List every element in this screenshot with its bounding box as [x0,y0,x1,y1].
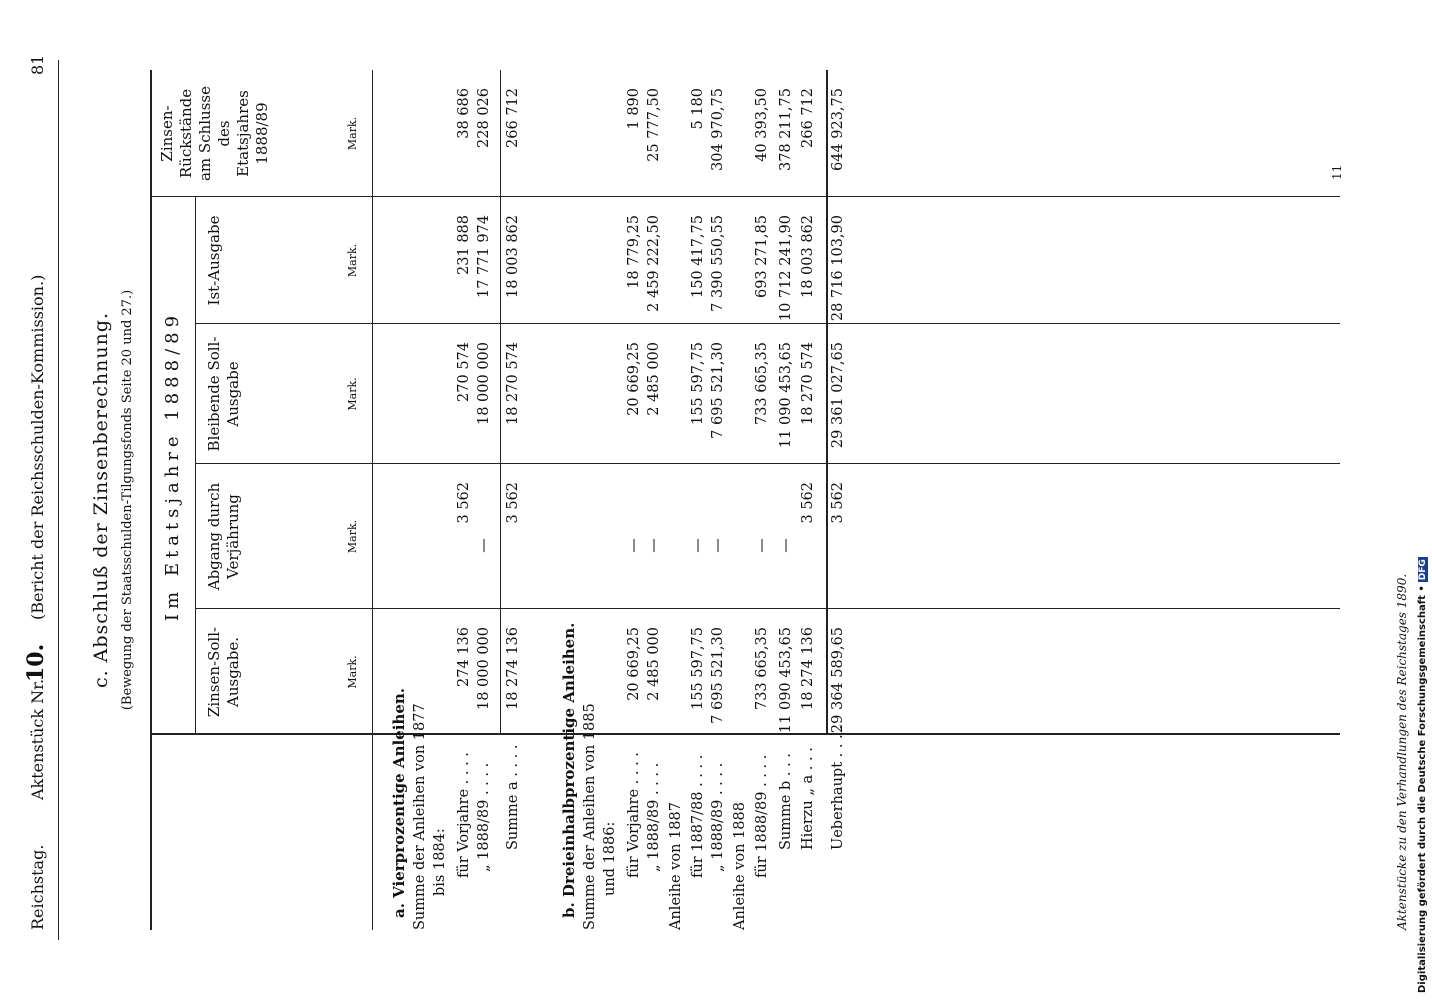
table-cell: 2 459 222,50 [646,215,662,312]
group-header: Im Etatsjahre 1888/89 [162,310,183,622]
row-label: für Vorjahre . . . . [456,752,472,878]
table-cell: 18 003 862 [800,215,816,299]
table-cell: 2 485 000 [646,342,662,416]
table-cell: 733 665,35 [754,342,770,426]
table-cell: 274 136 [456,627,472,687]
running-header-left: Reichstag. [28,844,47,930]
table-cell: — [646,538,662,553]
row-label: bis 1884: [432,828,448,896]
table-cell: 1 890 [626,88,642,130]
row-label: b. Dreieinhalbprozentige Anleihen. [560,622,578,918]
row-label: Summe der Anleihen von 1877 [412,703,428,930]
table-cell: 150 417,75 [690,215,706,299]
table-cell: 228 026 [476,88,492,148]
table-cell: 10 712 241,90 [778,215,794,322]
table-cell: — [710,538,726,553]
table-cell: 28 716 103,90 [830,215,846,322]
column-unit: Mark. [346,519,359,554]
section-subtitle: (Bewegung der Staatsschulden-Tilgungsfonds Seite 20 und 27.) [120,289,135,711]
page-number: 81 [28,54,47,75]
table-cell: 18 274 136 [800,627,816,711]
table-cell: 5 180 [690,88,706,130]
group-header-rule [195,197,196,735]
table-cell: 38 686 [456,88,472,139]
column-unit: Mark. [346,116,359,151]
table-cell: — [690,538,706,553]
table-cell: 29 364 589,65 [830,627,846,734]
table-cell: — [626,538,642,553]
table-header-rule [372,70,373,930]
table-cell: 3 562 [505,482,521,524]
table-cell: 20 669,25 [626,342,642,416]
table-cell: 29 361 027,65 [830,342,846,449]
table-cell: — [754,538,770,553]
row-label: für 1888/89 . . . . [754,754,770,878]
table-cell: 18 270 574 [505,342,521,426]
column-header: Ist-Ausgabe [205,215,223,306]
table-cell: 693 271,85 [754,215,770,299]
table-cell: 7 695 521,30 [710,342,726,439]
table-cell: 18 000 000 [476,342,492,426]
sum-a-rule [500,70,501,735]
row-label: für Vorjahre . . . . [626,752,642,878]
column-header: Abgang durch Verjährung [205,482,242,591]
digitization-note-text: Digitalisierung gefördert durch die Deutsche Forschungsgemeinschaft • [1417,585,1428,993]
table-cell: 270 574 [456,342,472,402]
row-label: Hierzu „ a . . . [800,747,816,850]
table-cell: 266 712 [505,88,521,148]
row-label: Anleihe von 1887 [668,802,684,930]
table-cell: 2 485 000 [646,627,662,701]
table-cell: 18 003 862 [505,215,521,299]
table-cell: 18 000 000 [476,627,492,711]
table-cell: 18 274 136 [505,627,521,711]
table-cell: 231 888 [456,215,472,275]
row-label: Anleihe von 1888 [732,802,748,930]
table-cell: 155 597,75 [690,627,706,711]
table-cell: 25 777,50 [646,88,662,162]
column-unit: Mark. [346,377,359,411]
table-cell: 7 695 521,30 [710,627,726,724]
table-cell: 304 970,75 [710,88,726,172]
table-cell: 11 090 453,65 [778,627,794,734]
table-cell: 18 270 574 [800,342,816,426]
column-unit: Mark. [346,243,359,278]
total-rule [826,70,828,735]
dfg-logo: DFG [1418,559,1428,581]
table-cell: 40 393,50 [754,88,770,162]
table-cell: 11 090 453,65 [778,342,794,449]
table-cell: 17 771 974 [476,215,492,299]
table-cell: 3 562 [830,482,846,524]
table-cell: 644 923,75 [830,88,846,172]
label-column-rule [150,733,1340,735]
table-cell: — [778,538,794,553]
running-header-right: (Bericht der Reichsschulden-Kommission.) [28,274,47,620]
row-label: Summe a . . . . [505,744,521,850]
running-header-doc: Aktenstück Nr. [28,678,47,800]
row-label: „ 1888/89 . . . . [476,762,492,872]
table-cell: 3 562 [456,482,472,524]
digitization-note [1417,8,1432,993]
column-header: Zinsen-Rückstände am Schlusse des Etatsjahres 1888/89 [158,86,271,182]
table-top-rule [150,70,152,930]
table-cell: 155 597,75 [690,342,706,426]
section-title: c. Abschluß der Zinsenberechnung. [90,311,112,689]
table-cell: 18 779,25 [626,215,642,289]
column-header: Bleibende Soll-Ausgabe [205,336,242,452]
table-cell: — [476,538,492,553]
table-cell: 266 712 [800,88,816,148]
row-label: „ 1888/89 . . . . [646,762,662,872]
table-cell: 733 665,35 [754,627,770,711]
row-label: für 1887/88 . . . . [690,754,706,878]
column-unit: Mark. [346,655,359,689]
row-label: und 1886: [602,821,618,896]
footer-text: Aktenstücke zu den Verhandlungen des Reichstages 1890. [1395,573,1409,930]
row-label: Summe der Anleihen von 1885 [582,703,598,930]
table-cell: 20 669,25 [626,627,642,701]
table-cell: 3 562 [800,482,816,524]
row-label: Ueberhaupt . . . . [830,725,846,850]
column-rule [150,196,1340,197]
header-rule [58,60,59,940]
row-label: „ 1888/89 . . . . [710,762,726,872]
sheet-number: 11 [1330,164,1344,180]
running-header-doc-number: 10. [23,643,49,682]
table-cell: 378 211,75 [778,88,794,172]
row-label: a. Vierprozentige Anleihen. [390,688,408,918]
row-label: Summe b . . . [778,753,794,850]
table-cell: 7 390 550,55 [710,215,726,312]
column-header: Zinsen-Soll-Ausgabe. [205,626,242,718]
